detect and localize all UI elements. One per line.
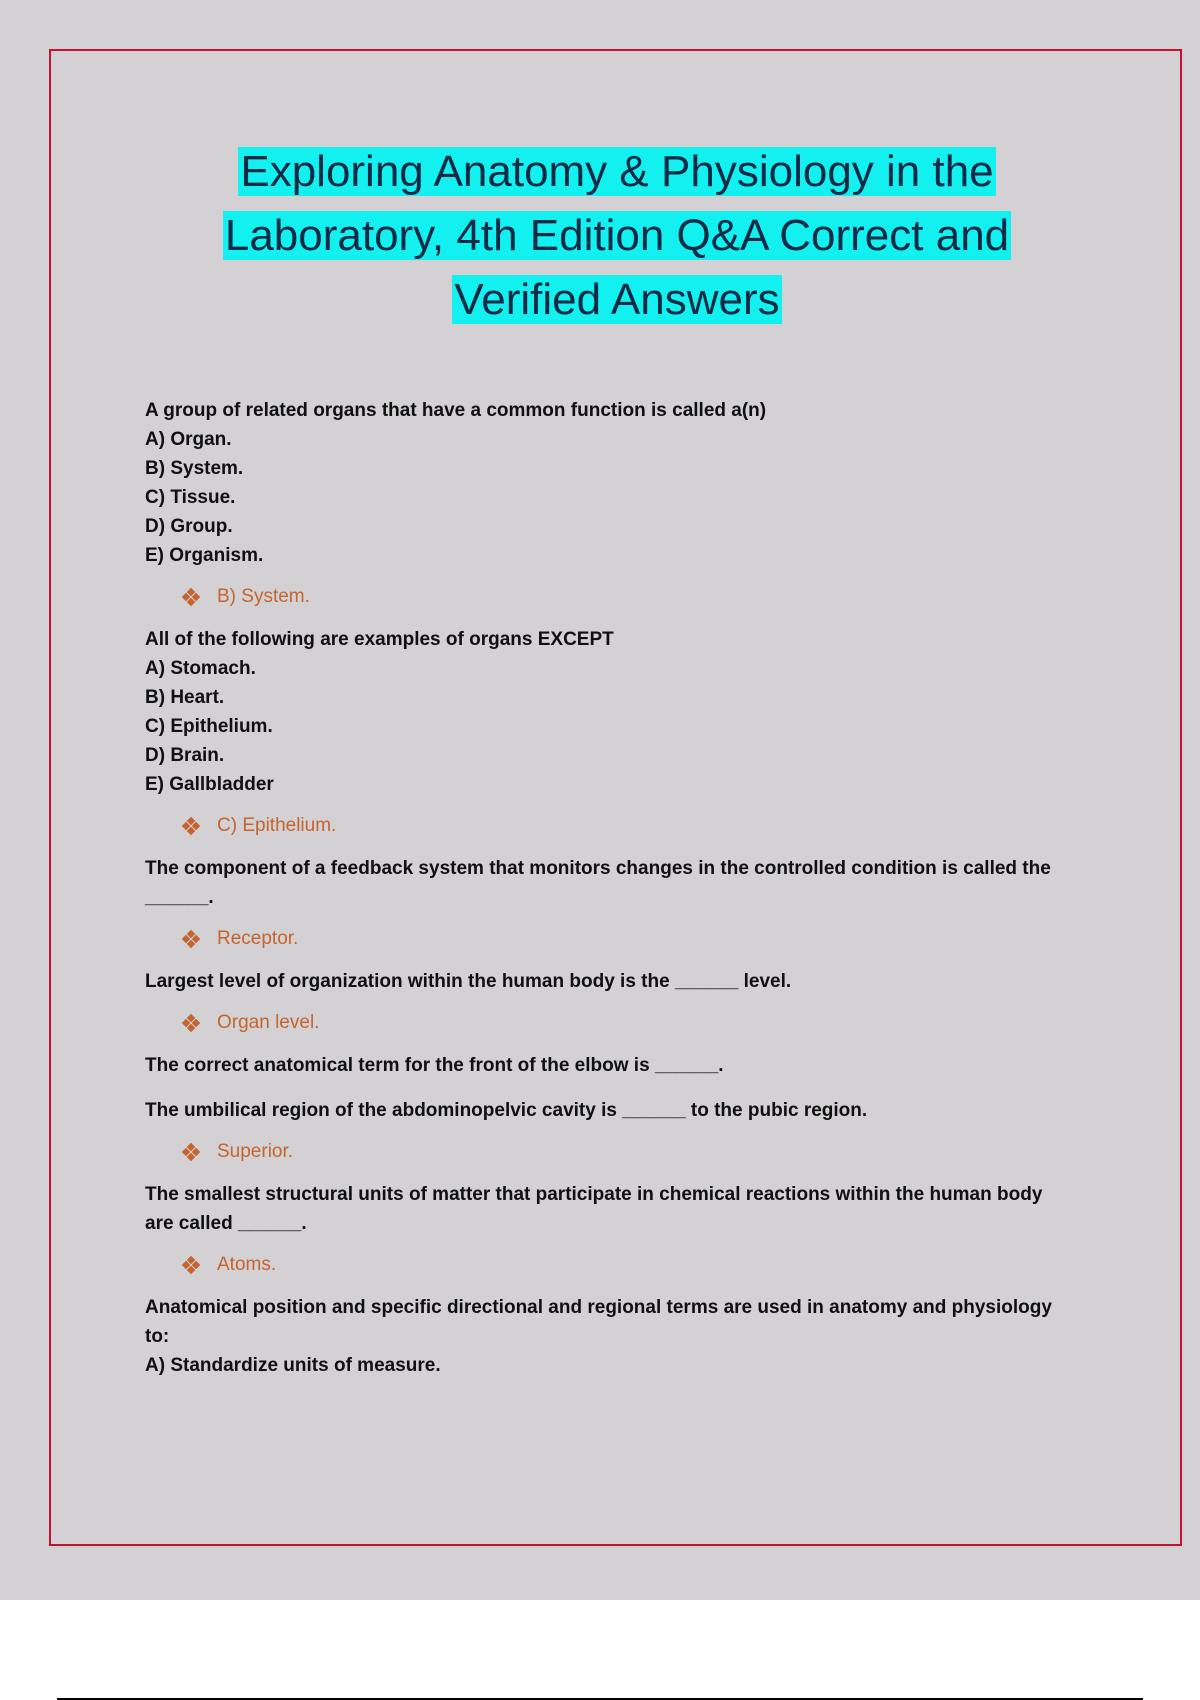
answer: Organ level.: [145, 1008, 1075, 1037]
diamond-bullet-icon: [183, 1144, 199, 1160]
option: E) Gallbladder: [145, 774, 274, 795]
question-text: Largest level of organization within the human body is the ______ level.: [145, 971, 792, 992]
diamond-bullet-icon: [183, 1257, 199, 1273]
option: E) Organism.: [145, 545, 264, 566]
diamond-bullet-icon: [183, 589, 199, 605]
question-block: [145, 625, 1075, 840]
diamond-bullet-icon: [183, 1015, 199, 1031]
question-text: The umbilical region of the abdominopelvic cavity is ______ to the pubic region.: [145, 1100, 868, 1121]
option: D) Brain.: [145, 745, 225, 766]
question-text: The smallest structural units of matter that participate in chemical reactions within the human body: [145, 1184, 1043, 1205]
option: A) Stomach.: [145, 658, 256, 679]
question-block: [145, 1051, 1075, 1096]
question-text: to:: [145, 1326, 170, 1347]
question-block: [145, 396, 1075, 611]
document-title: [100, 140, 1134, 332]
question-block: [145, 1180, 1075, 1279]
question-block: [145, 1096, 1075, 1166]
diamond-bullet-icon: [183, 931, 199, 947]
question-text: Anatomical position and specific directional and regional terms are used in anatomy and physiology: [145, 1297, 1052, 1318]
question-text: The component of a feedback system that monitors changes in the controlled condition is called the: [145, 858, 1051, 879]
answer: B) System.: [145, 582, 1075, 611]
question-text: are called ______.: [145, 1213, 307, 1234]
question-text: A group of related organs that have a common function is called a(n): [145, 400, 767, 421]
option: B) System.: [145, 458, 244, 479]
question-block: [145, 854, 1075, 953]
question-text: ______.: [145, 887, 214, 908]
option: C) Epithelium.: [145, 716, 273, 737]
answer: C) Epithelium.: [145, 811, 1075, 840]
qa-list: [145, 396, 1075, 1380]
option: A) Standardize units of measure.: [145, 1355, 441, 1376]
diamond-bullet-icon: [183, 818, 199, 834]
option: C) Tissue.: [145, 487, 236, 508]
question-text: The correct anatomical term for the front of the elbow is ______.: [145, 1055, 724, 1076]
answer: Atoms.: [145, 1250, 1075, 1279]
question-text: All of the following are examples of organs EXCEPT: [145, 629, 614, 650]
title-line: Laboratory, 4th Edition Q&A Correct and: [224, 211, 1010, 260]
answer: Superior.: [145, 1137, 1075, 1166]
title-line: Verified Answers: [454, 275, 780, 324]
spacer: [145, 1080, 1075, 1096]
option: D) Group.: [145, 516, 233, 537]
question-block: [145, 1293, 1075, 1380]
answer: Receptor.: [145, 924, 1075, 953]
title-line: Exploring Anatomy & Physiology in the: [240, 147, 994, 196]
option: B) Heart.: [145, 687, 225, 708]
option: A) Organ.: [145, 429, 232, 450]
question-block: [145, 967, 1075, 1037]
